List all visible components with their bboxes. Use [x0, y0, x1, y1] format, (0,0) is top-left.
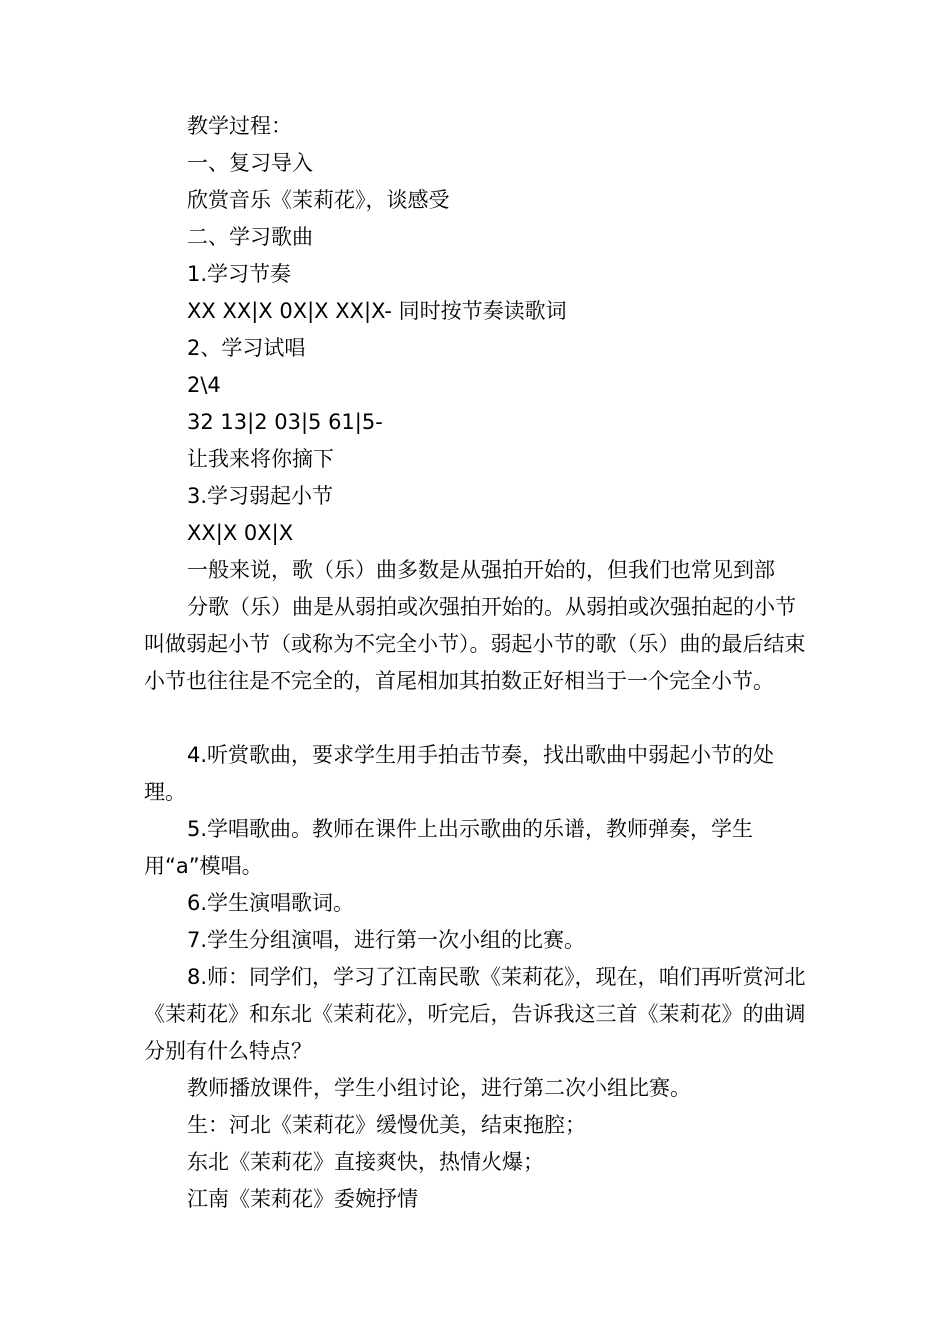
text-line: 江南《茉莉花》委婉抒情 [187, 1187, 418, 1211]
text-line: 生：河北《茉莉花》缓慢优美，结束拖腔； [187, 1113, 586, 1137]
paragraph-step-7: 7.学生分组演唱，进行第一次小组的比赛。 [187, 928, 586, 952]
time-signature: 2\4 [187, 373, 221, 397]
melody-notation: 32 13|2 03|5 61|5- [187, 410, 383, 434]
rhythm-notation: XX|X 0X|X [187, 521, 294, 545]
text-line: 1.学习节奏 [187, 262, 292, 286]
section-heading-review: 一、复习导入 [187, 151, 313, 175]
text-line: 东北《茉莉花》直接爽快，热情火爆； [187, 1150, 544, 1174]
paragraph-anacrusis-explanation: 分歌（乐）曲是从弱拍或次强拍开始的。从弱拍或次强拍起的小节叫做弱起小节（或称为不完全小节）。弱起小节的歌（乐）曲的最后结束小节也往往是不完全的，首尾相加其拍数正好相当于一个完全小节。 [144, 595, 806, 693]
rhythm-notation: XX XX|X 0X|X XX|X- 同时按节奏读歌词 [187, 299, 567, 323]
section-heading-teaching-process: 教学过程： [187, 114, 292, 138]
text-line: 欣赏音乐《茉莉花》，谈感受 [187, 188, 450, 212]
text-line: 一般来说，歌（乐）曲多数是从强拍开始的，但我们也常见到部 [187, 558, 775, 582]
paragraph-step-5: 5.学唱歌曲。教师在课件上出示歌曲的乐谱，教师弹奏，学生用“a”模唱。 [144, 817, 754, 878]
lyric-line: 让我来将你摘下 [187, 447, 334, 471]
section-heading-learn-song: 二、学习歌曲 [187, 225, 313, 249]
text-line: 2、学习试唱 [187, 336, 306, 360]
paragraph-step-4: 4.听赏歌曲，要求学生用手拍击节奏，找出歌曲中弱起小节的处理。 [144, 743, 775, 804]
paragraph-step-6: 6.学生演唱歌词。 [187, 891, 355, 915]
paragraph-step-8: 8.师：同学们，学习了江南民歌《茉莉花》，现在，咱们再听赏河北《茉莉花》和东北《茉莉花》，听完后，告诉我这三首《茉莉花》的曲调分别有什么特点？ [144, 965, 806, 1063]
text-line: 教师播放课件，学生小组讨论，进行第二次小组比赛。 [187, 1076, 691, 1100]
text-line: 3.学习弱起小节 [187, 484, 334, 508]
